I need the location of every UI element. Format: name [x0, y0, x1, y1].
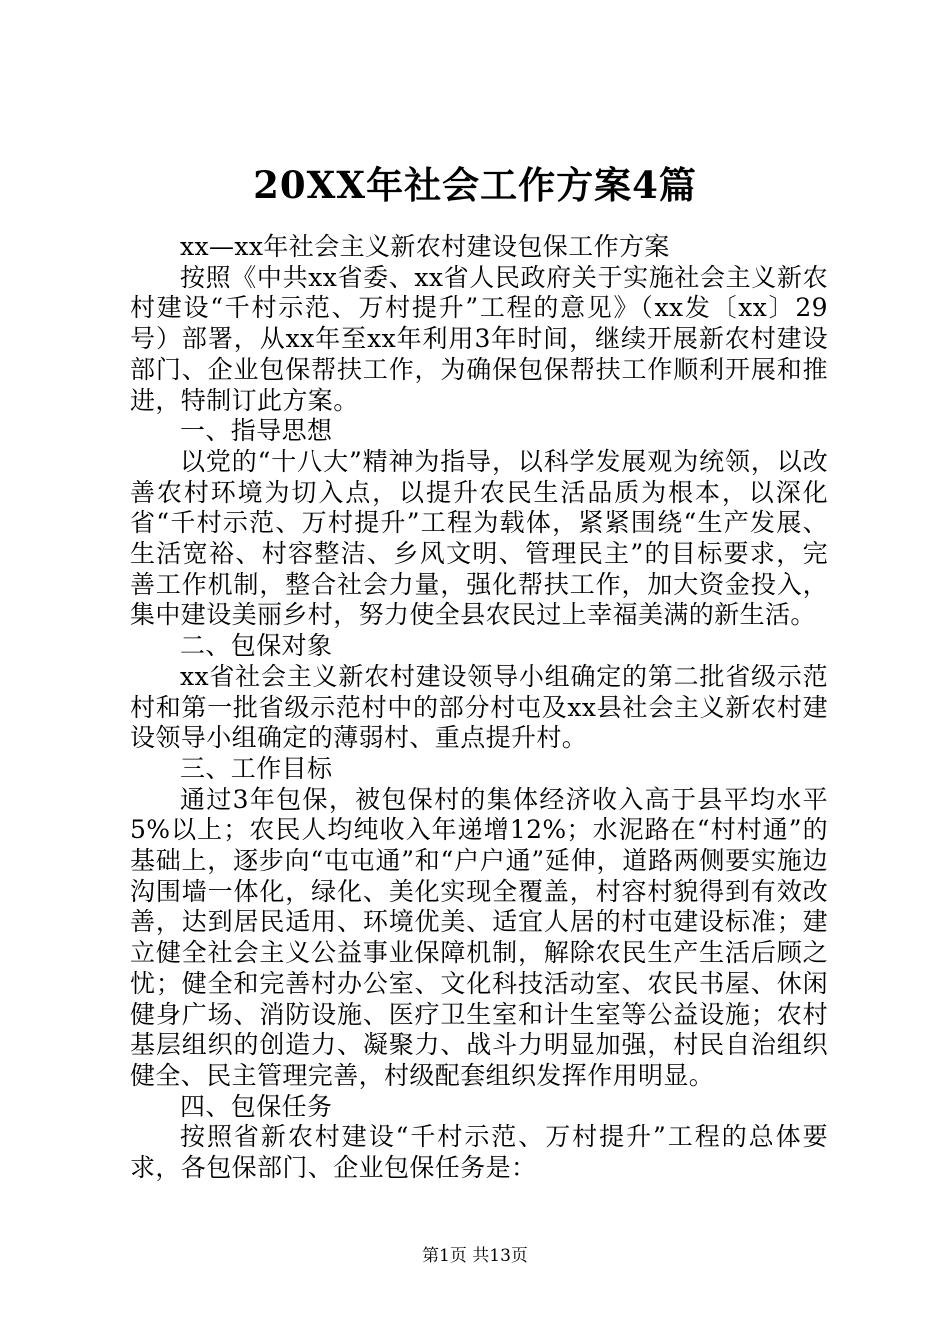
section-heading-tasks: 四、包保任务	[180, 1091, 333, 1121]
document-title: 20XX年社会工作方案4篇	[253, 163, 697, 207]
targets-paragraph: xx省社会主义新农村建设领导小组确定的第二批省级示范村和第一批省级示范村中的部分村屯及xx县社会主义新农村建设领导小组确定的薄弱村、重点提升村。	[130, 661, 828, 753]
intro-paragraph: 按照《中共xx省委、xx省人民政府关于实施社会主义新农村建设“千村示范、万村提升”工程的意见》（xx发〔xx〕29号）部署，从xx年至xx年利用3年时间，继续开展新农村建设部门、企业包保帮扶工作，为确保包保帮扶工作顺利开展和推进，特制订此方案。	[130, 262, 828, 415]
section-heading-goals: 三、工作目标	[180, 753, 333, 783]
section-heading-targets: 二、包保对象	[180, 631, 333, 661]
document-body	[130, 232, 828, 1184]
subtitle-paragraph: xx—xx年社会主义新农村建设包保工作方案	[180, 232, 670, 261]
page-footer: 第1页 共13页	[422, 1246, 528, 1266]
guiding-ideology-paragraph: 以党的“十八大”精神为指导，以科学发展观为统领，以改善农村环境为切入点，以提升农民生活品质为根本，以深化省“千村示范、万村提升”工程为载体，紧紧围绕“生产发展、生活宽裕、村容整洁、乡风文明、管理民主”的目标要求，完善工作机制，整合社会力量，强化帮扶工作，加大资金投入，集中建设美丽乡村，努力使全县农民过上幸福美满的新生活。	[130, 446, 828, 630]
goals-paragraph: 通过3年包保，被包保村的集体经济收入高于县平均水平5%以上；农民人均纯收入年递增12%；水泥路在“村村通”的基础上，逐步向“屯屯通”和“户户通”延伸，道路两侧要实施边沟围墙一体化，绿化、美化实现全覆盖，村容村貌得到有效改善，达到居民适用、环境优美、适宜人居的村屯建设标准；建立健全社会主义公益事业保障机制，解除农民生产生活后顾之忧；健全和完善村办公室、文化科技活动室、农民书屋、休闲健身广场、消防设施、医疗卫生室和计生室等公益设施；农村基层组织的创造力、凝聚力、战斗力明显加强，村民自治组织健全、民主管理完善，村级配套组织发挥作用明显。	[130, 784, 828, 1090]
section-heading-guiding-ideology: 一、指导思想	[180, 416, 333, 446]
tasks-paragraph: 按照省新农村建设“千村示范、万村提升”工程的总体要求，各包保部门、企业包保任务是：	[130, 1122, 828, 1183]
